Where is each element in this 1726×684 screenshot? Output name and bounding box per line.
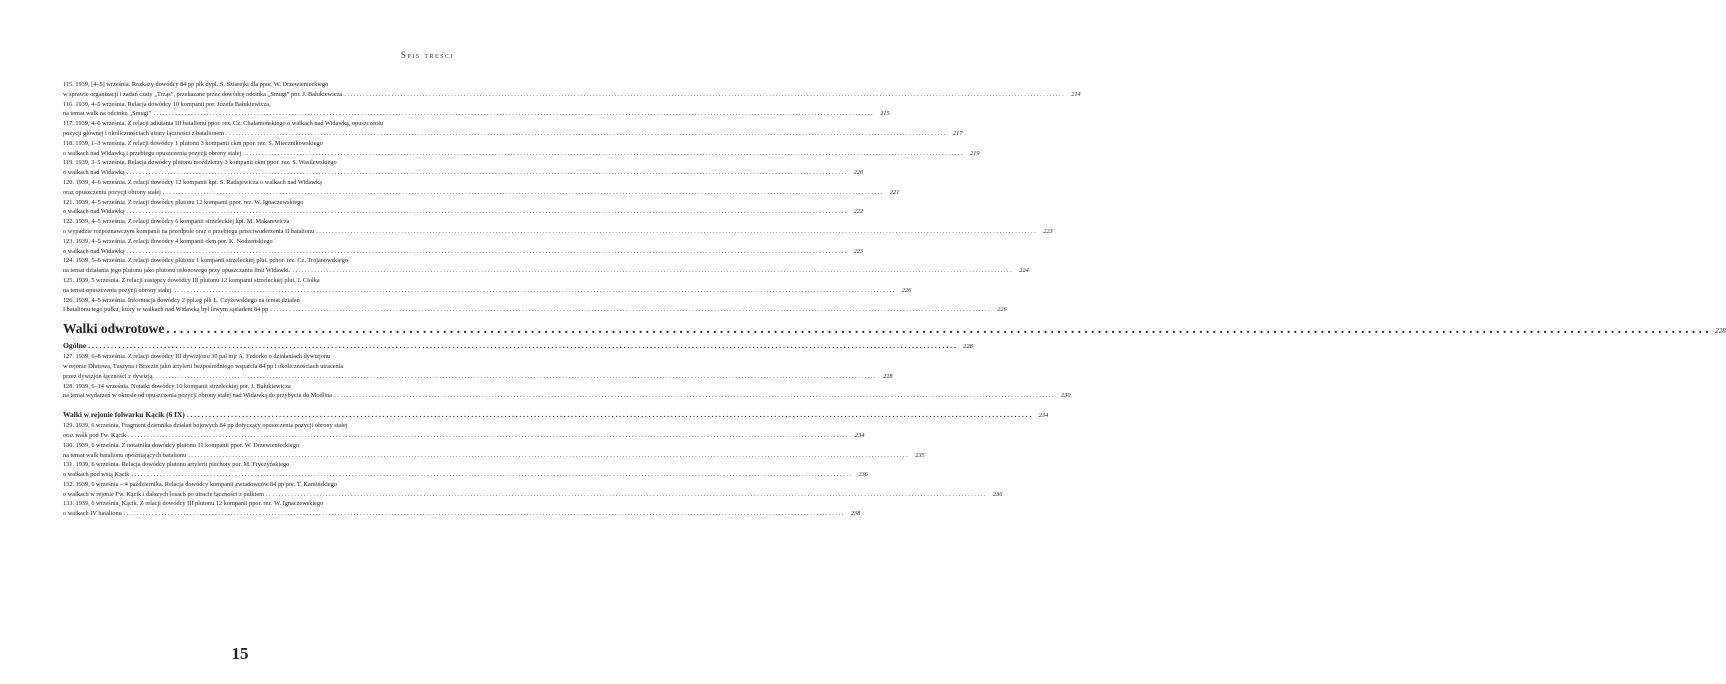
entry-text: 133. 1939, 6 września, Kącik. Z relacji dowódcy III plutonu 12 kompanii ppor. rez. W. Ignaczewskiego (63, 500, 324, 508)
toc-entry-line (63, 421, 437, 431)
leader-dots (264, 490, 985, 500)
toc-block-documents-widawka (63, 80, 1081, 315)
toc-entry-line[interactable] (63, 490, 1003, 500)
toc-entry-line[interactable] (63, 431, 865, 441)
toc-entry-line (63, 382, 437, 392)
toc-entry-line (63, 362, 437, 372)
toc-entry-line (63, 480, 437, 490)
toc-entry-line[interactable] (63, 109, 890, 119)
toc-entry-line[interactable] (63, 149, 980, 159)
toc-entry-line[interactable] (63, 129, 963, 139)
leader-dots (125, 168, 846, 178)
leader-dots (241, 149, 962, 159)
section-page: 228 (1715, 327, 1726, 336)
entry-text: 125. 1939, 5 września. Z relacji zastępcy dowódcy III plutonu 12 kompanii strzeleckiej plut. J. Ciołka (63, 276, 320, 284)
leader-dots (126, 431, 847, 441)
entry-page: 217 (953, 129, 963, 137)
entry-text: 130. 1939, 6 września. Z notatnika dowódcy plutonu 11 kompanii ppor. W. Drzewienieckiego (63, 441, 300, 449)
toc-entry-line (63, 460, 437, 470)
leader-dots (151, 109, 872, 119)
entry-page: 221 (889, 188, 900, 196)
subsection-heading[interactable] (63, 340, 973, 352)
entry-text: pozycji głównej i okolicznościach utraty łączności z batalionem (63, 129, 225, 137)
toc-entry-line[interactable] (63, 168, 864, 178)
entry-page: 224 (1019, 267, 1029, 275)
running-head: Spis treści (400, 50, 454, 60)
toc-entry-line[interactable] (63, 451, 925, 461)
entry-page: 230 (1061, 392, 1071, 400)
entry-page: 222 (853, 208, 864, 216)
entry-page: 236 (993, 490, 1003, 498)
toc-entry-line (63, 276, 437, 286)
toc-entry-line (63, 198, 437, 208)
entry-text: o wypadzie rozpoznawczym kompanii na przedpole oraz o przebiegu przeciwuderzenia II batalionu (63, 227, 315, 235)
entry-page: 235 (915, 451, 925, 459)
toc-entry-line[interactable] (63, 90, 1081, 100)
entry-text: oraz walk pod Fw. Kącik (63, 431, 127, 439)
toc-entry-line[interactable] (63, 266, 1029, 276)
toc-entry-line (63, 499, 437, 509)
table-of-contents (63, 80, 1726, 519)
leader-dots (290, 266, 1011, 276)
toc-entry-line (63, 296, 437, 306)
entry-text: 128. 1939, 6–14 września. Notatki dowódcy 10 kompanii strzeleckiej por. J. Bałukiewicza (63, 382, 291, 390)
toc-entry-line (63, 178, 437, 188)
entry-text: na temat opuszczenia pozycji obrony stałej. (63, 286, 173, 294)
entry-text: 116. 1939, 4–5 września. Relacja dowódcy 10 kompanii por. Józefa Bałukiewicza, (63, 100, 271, 108)
subsection-heading[interactable] (63, 409, 1049, 421)
entry-text: o walkach nad Widawką i przebiegu opuszczenia pozycji obrony stałej (63, 149, 242, 157)
entry-text: na temat wydarzeń w okresie od opuszczenia pozycji obrony stałej nad Widawką do przybycia do Modlina (63, 392, 333, 400)
entry-text: 117. 1939, 4–6 września. Z relacji adiutanta III batalionu ppor. rez. Cz. Chałamońskiego o walkach nad Widawką, opuszczeniu (63, 120, 384, 128)
toc-entry-line (63, 237, 437, 247)
leader-dots (224, 129, 945, 139)
toc-entry-line[interactable] (63, 227, 1053, 237)
entry-page: 214 (1071, 90, 1081, 98)
leader-dots (314, 227, 1035, 237)
entry-page: 228 (883, 372, 893, 380)
leader-dots (173, 286, 894, 296)
entry-page: 220 (853, 169, 864, 177)
subsection-title: Walki w rejonie folwarku Kącik (6 IX) (63, 410, 185, 420)
leader-dots (268, 305, 989, 315)
toc-entry-line[interactable] (63, 470, 868, 480)
toc-entry-line[interactable] (63, 372, 893, 382)
leader-dots (164, 320, 1708, 338)
entry-page: 226 (997, 306, 1007, 314)
entry-page: 223 (853, 247, 864, 255)
toc-entry-line (63, 352, 437, 362)
entry-text: 129. 1939, 6 września. Fragment dziennika działań bojowych 84 pp dotyczący opuszczenia pozycji obrony stałej (63, 422, 348, 430)
toc-entry-line (63, 256, 437, 266)
entry-page: 236 (858, 471, 868, 479)
toc-entry-line[interactable] (63, 391, 1071, 401)
leader-dots (129, 470, 850, 480)
section-title: Walki odwrotowe (63, 321, 165, 337)
entry-text: na temat walk batalionu opóźniających batalionu (63, 451, 187, 459)
entry-text: 122. 1939, 4–5 września. Z relacji dowódcy 6 kompanii strzeleckiej kpt. M. Makarewicza (63, 218, 290, 226)
leader-dots (86, 340, 956, 351)
toc-entry-line (63, 119, 437, 129)
toc-entry-line (63, 139, 437, 149)
entry-page: 226 (901, 286, 912, 294)
entry-text: o walkach nad Widawką (63, 247, 125, 255)
leader-dots (122, 509, 843, 519)
toc-entry-line[interactable] (63, 247, 864, 257)
entry-text: 127. 1939, 6–8 września. Z relacji dowódcy III dywizjonu 30 pal mjr A. Fedorko o działaniach dywizjonu (63, 353, 331, 361)
leader-dots (332, 391, 1053, 401)
entry-text: 123. 1939, 4–5 września. Z relacji dowódcy 4 kompanii ckm por. K. Nodzeńskiego (63, 237, 273, 245)
subsection-title: Ogólne (63, 341, 87, 351)
entry-text: w rejonie Dłutowa, Tuszyna i Brzezin jako artylerii bezpośredniego wsparcia 84 pp i okolicznościach utracenia (63, 362, 344, 370)
entry-page: 234 (855, 431, 865, 439)
entry-text: w sprawie organizacji i zadań czaty „Trząs”, przekazane przez dowódcę odcinka „Smugi” por. J. Bałukiewicza (63, 90, 343, 98)
toc-entry-line (63, 158, 437, 168)
entry-text: o walkach IV batalionu (63, 510, 122, 518)
entry-text: I batalionu tego pułku, który w walkach nad Widawką był lewym sąsiadem 84 pp (63, 306, 269, 314)
toc-entry-line (63, 217, 437, 227)
leader-dots (154, 372, 875, 382)
toc-entry-line[interactable] (63, 207, 864, 217)
toc-entry-line[interactable] (63, 509, 861, 519)
entry-text: o walkach nad Widawką (63, 169, 125, 177)
entry-text: na temat walk na odcinku „Smugi” (63, 110, 152, 118)
leader-dots (125, 247, 846, 257)
entry-text: o walkach w rejonie Fw. Kącik i dalszych losach po utracie łączności z pułkiem (63, 490, 265, 498)
entry-page: 223 (1043, 227, 1053, 235)
entry-text: 119. 1939, 3–5 września. Relacja dowódcy plutonu moździerzy 3 kompanii ckm ppor. rez. S. Wasilewskiego (63, 159, 337, 167)
entry-text: 121. 1939, 4–5 września. Z relacji dowódcy plutonu 12 kompanii ppor. rez. W. Ignaczewskiego (63, 198, 304, 206)
toc-entry-line[interactable] (63, 188, 900, 198)
page-number: 15 (231, 644, 249, 663)
entry-text: o walkach nad Widawką (63, 208, 125, 216)
toc-entry-line[interactable] (63, 305, 1007, 315)
entry-text: przez dywizjon łączności z dywizją. (63, 372, 155, 380)
entry-text: 118. 1939, 1–3 września. Z relacji dowódcy 1 plutonu 3 kompanii ckm ppor. rez. S. Miecznikowskiego (63, 139, 323, 147)
toc-block-kacik (63, 421, 1003, 519)
leader-dots (186, 451, 907, 461)
entry-page: 238 (850, 510, 861, 518)
entry-text: 132. 1939, 6 września – 4 października. Relacja dowódcy kompanii zwiadowców 84 pp por. T. Kamińskiego (63, 480, 337, 488)
leader-dots (161, 188, 882, 198)
toc-entry-line[interactable] (63, 286, 912, 296)
toc-entry-line (63, 80, 437, 90)
toc-entry-line (63, 441, 437, 451)
entry-text: 126. 1939, 4–5 września. Informacja dowódcy 2 ppl.eg płk L. Czyżewskiego na temat działań (63, 296, 300, 304)
entry-text: na temat działania jego plutonu jako plutonu osłonowego przy opuszczaniu linii Widawki. (63, 267, 291, 275)
entry-text: 131. 1939, 6 września. Relacja dowódcy plutonu artylerii piechoty por. M. Fryczyńskiego (63, 461, 290, 469)
subsection-page: 234 (1038, 412, 1049, 420)
entry-page: 219 (970, 149, 980, 157)
toc-entry-line (63, 100, 437, 110)
entry-text: 115. 1939, [4–5] września. Rozkazy dowódcy 84 pp płk dypl. S. Sztarejki dla ppor. W. Drzewienieckiego (63, 81, 329, 88)
toc-block-general (63, 352, 1071, 401)
leader-dots (185, 409, 1031, 420)
section-heading[interactable] (63, 320, 1726, 340)
entry-text: 120. 1939, 4–6 września. Z relacji dowódcy 12 kompanii kpt. S. Radajewicza o walkach nad Widawką (63, 178, 322, 186)
entry-text: o walkach pod wsią Kącik (63, 471, 130, 479)
leader-dots (125, 207, 846, 217)
entry-text: oraz opuszczeniu pozycji obrony stałej (63, 188, 161, 196)
entry-text: 124. 1939, 5–6 września. Z relacji dowódcy plutonu 1 kompanii strzeleckiej plut. pchor. rez. Cz. Trojanowskiego (63, 257, 349, 265)
leader-dots (342, 90, 1063, 100)
entry-page: 215 (880, 110, 890, 118)
subsection-page: 228 (963, 343, 973, 351)
